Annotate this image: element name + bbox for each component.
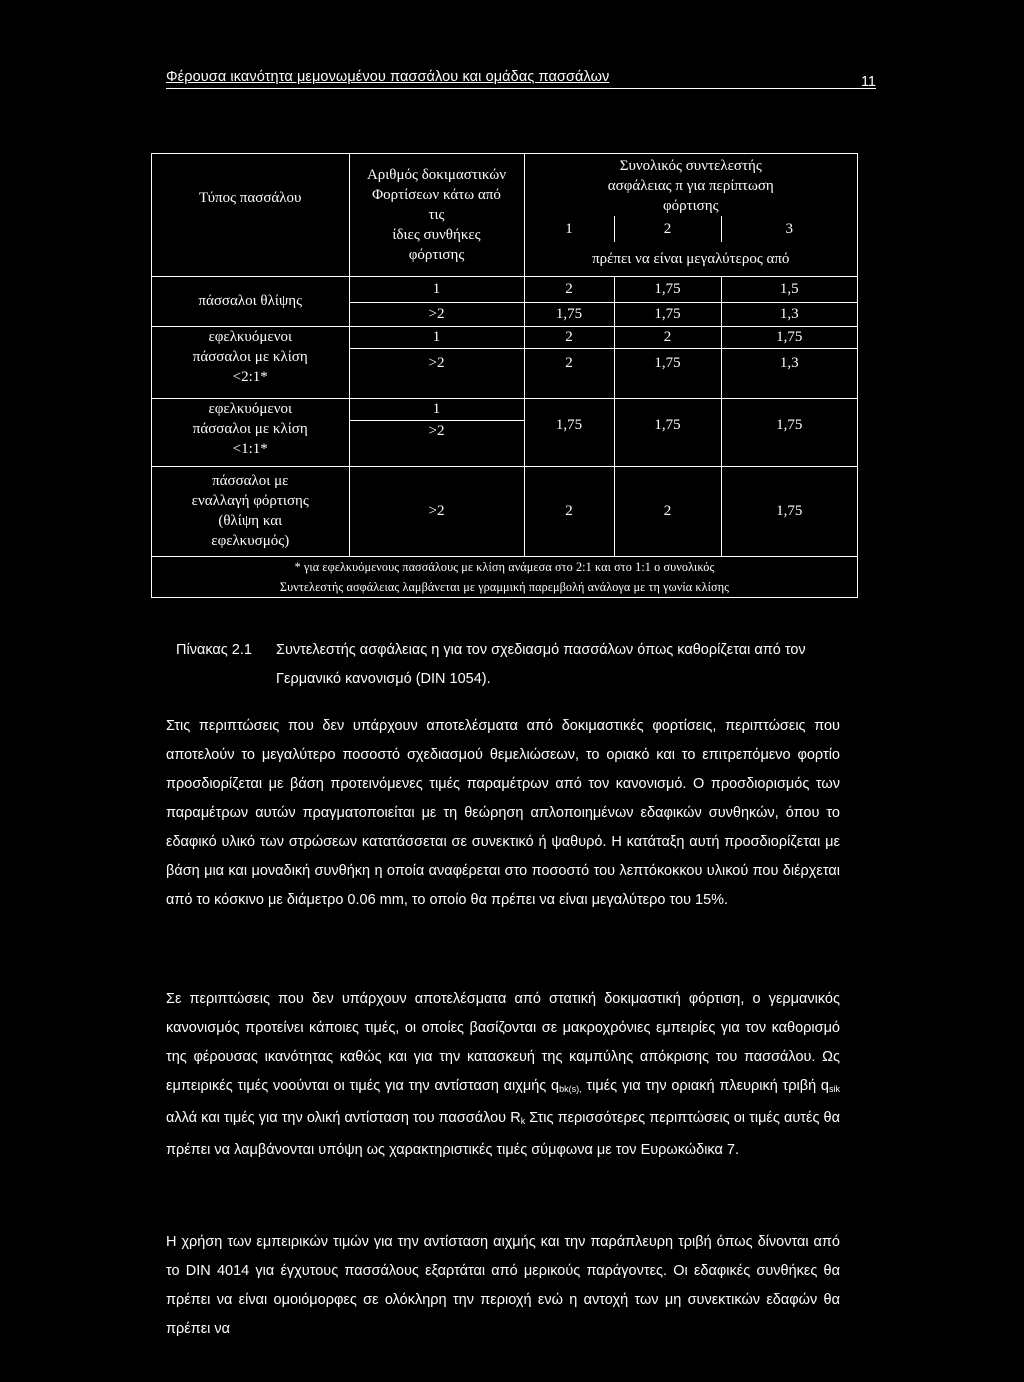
header-case-2: 2 xyxy=(614,216,721,242)
value-cell: 1,5 xyxy=(721,276,857,302)
value-cell: 1,3 xyxy=(721,348,857,398)
value-cell: 2 xyxy=(524,276,614,302)
row-label-compression: πάσσαλοι θλίψης xyxy=(152,276,349,326)
value-cell: 1,75 xyxy=(524,398,614,466)
tests-cell: >2 xyxy=(349,348,524,398)
tests-cell: 1 xyxy=(349,276,524,302)
tests-cell: >2 xyxy=(349,466,524,556)
value-cell: 2 xyxy=(614,466,721,556)
header-case-1: 1 xyxy=(524,216,614,242)
table-footnote: * για εφελκυόμενους πασσάλους με κλίση ανάμεσα στο 2:1 και στο 1:1 ο συνολικός Συντελεστής ασφάλειας λαμβάνεται με γραμμική παρεμβολή ανάλογα με τη γωνία κλίσης xyxy=(152,556,857,597)
value-cell: 1,75 xyxy=(524,302,614,326)
row-label-tension-2-1: εφελκυόμενοι πάσσαλοι με κλίση <2:1* xyxy=(152,326,349,398)
value-cell: 1,75 xyxy=(614,398,721,466)
value-cell: 2 xyxy=(524,348,614,398)
value-cell: 1,3 xyxy=(721,302,857,326)
page-number: 11 xyxy=(860,74,876,90)
header-factor: Συνολικός συντελεστής ασφάλειας π για περίπτωση φόρτισης xyxy=(524,154,857,216)
header-num-tests: Αριθμός δοκιμαστικών Φορτίσεων κάτω από τις ίδιες συνθήκες φόρτισης xyxy=(349,154,524,276)
value-cell: 1,75 xyxy=(721,326,857,348)
value-cell: 1,75 xyxy=(721,398,857,466)
header-title: Φέρουσα ικανότητα μεμονωμένου πασσάλου και ομάδας πασσάλων xyxy=(166,69,610,85)
tests-cell: 1 xyxy=(349,398,524,420)
header-must-be: πρέπει να είναι μεγαλύτερος από xyxy=(524,242,857,276)
paragraph-1: Στις περιπτώσεις που δεν υπάρχουν αποτελέσματα από δοκιμαστικές φορτίσεις, περιπτώσεις που αποτελούν το μεγαλύτερο ποσοστό σχεδιασμού θεμελιώσεων, το οριακό και το επιτρεπόμενο φορτίο προσδιορίζεται με βάση προτεινόμενες τιμές παραμέτρων από τον κανονισμό. Ο προσδιορισμός των παραμέτρων αυτών πραγματοποιείται με τη θεώρηση απλοποιημένων εδαφικών συνθηκών, όπου το εδαφικό υλικό των στρώσεων κατατάσσεται σε συνεκτικό ή ψαθυρό. Η κατάταξη αυτή προσδιορίζεται με βάση μια και μοναδική συνθήκη η οποία αναφέρεται στο ποσοστό του λεπτόκοκκου υλικού που διέρχεται από το κόσκινο με διάμετρο 0.06 mm, το οποίο θα πρέπει να είναι μεγαλύτερο του 15%. xyxy=(166,718,840,908)
tests-cell: 1 xyxy=(349,326,524,348)
value-cell: 2 xyxy=(524,466,614,556)
value-cell: 1,75 xyxy=(721,466,857,556)
running-header xyxy=(166,66,876,89)
header-case-3: 3 xyxy=(721,216,857,242)
value-cell: 1,75 xyxy=(614,348,721,398)
tests-cell: >2 xyxy=(349,302,524,326)
safety-factor-table xyxy=(151,153,858,598)
value-cell: 1,75 xyxy=(614,276,721,302)
paragraph-3: Η χρήση των εμπειρικών τιμών για την αντίσταση αιχμής και την παράπλευρη τριβή όπως δίνονται από το DIN 4014 για έγχυτους πασσάλους εξαρτάται από μερικούς παράγοντες. Οι εδαφικές συνθήκες θα πρέπει να είναι ομοιόμορφες σε ολόκληρη την περιοχή ενώ η αντοχή των μη συνεκτικών εδαφών θα πρέπει να xyxy=(166,1234,840,1337)
row-label-alternating: πάσσαλοι με εναλλαγή φόρτισης (θλίψη και εφελκυσμός) xyxy=(152,466,349,556)
tests-cell: >2 xyxy=(349,420,524,466)
row-label-tension-1-1: εφελκυόμενοι πάσσαλοι με κλίση <1:1* xyxy=(152,398,349,466)
value-cell: 2 xyxy=(614,326,721,348)
value-cell: 2 xyxy=(524,326,614,348)
caption-text: Συντελεστής ασφάλειας η για τον σχεδιασμό πασσάλων όπως καθορίζεται από τον Γερμανικό κανονισμό (DIN 1054). xyxy=(276,642,806,687)
caption-label: Πίνακας 2.1 xyxy=(176,642,252,658)
header-pile-type: Τύπος πασσάλου xyxy=(199,190,302,206)
paragraph-2: Σε περιπτώσεις που δεν υπάρχουν αποτελέσματα από στατική δοκιμαστική φόρτιση, ο γερμανικός κανονισμός προτείνει κάποιες τιμές, οι οποίες βασίζονται σε μακροχρόνιες εμπειρίες για τον καθορισμό της φέρουσας ικανότητας καθώς και για την κατασκευή της καμπύλης απόκρισης του πασσάλου. Ως εμπειρικές τιμές νοούνται οι τιμές για την αντίσταση αιχμής $q_{bk(s),}$ τιμές για την οριακή πλευρική τριβή $q_{sik}$ αλλά και τιμές για την ολική αντίσταση του πασσάλου $R_k$ Στις περισσότερες περιπτώσεις οι τιμές αυτές θα πρέπει να λαμβάνονται υπόψη ως χαρακτηριστικές τιμές σύμφωνα με τον Ευρωκώδικα 7. xyxy=(166,991,840,1158)
value-cell: 1,75 xyxy=(614,302,721,326)
